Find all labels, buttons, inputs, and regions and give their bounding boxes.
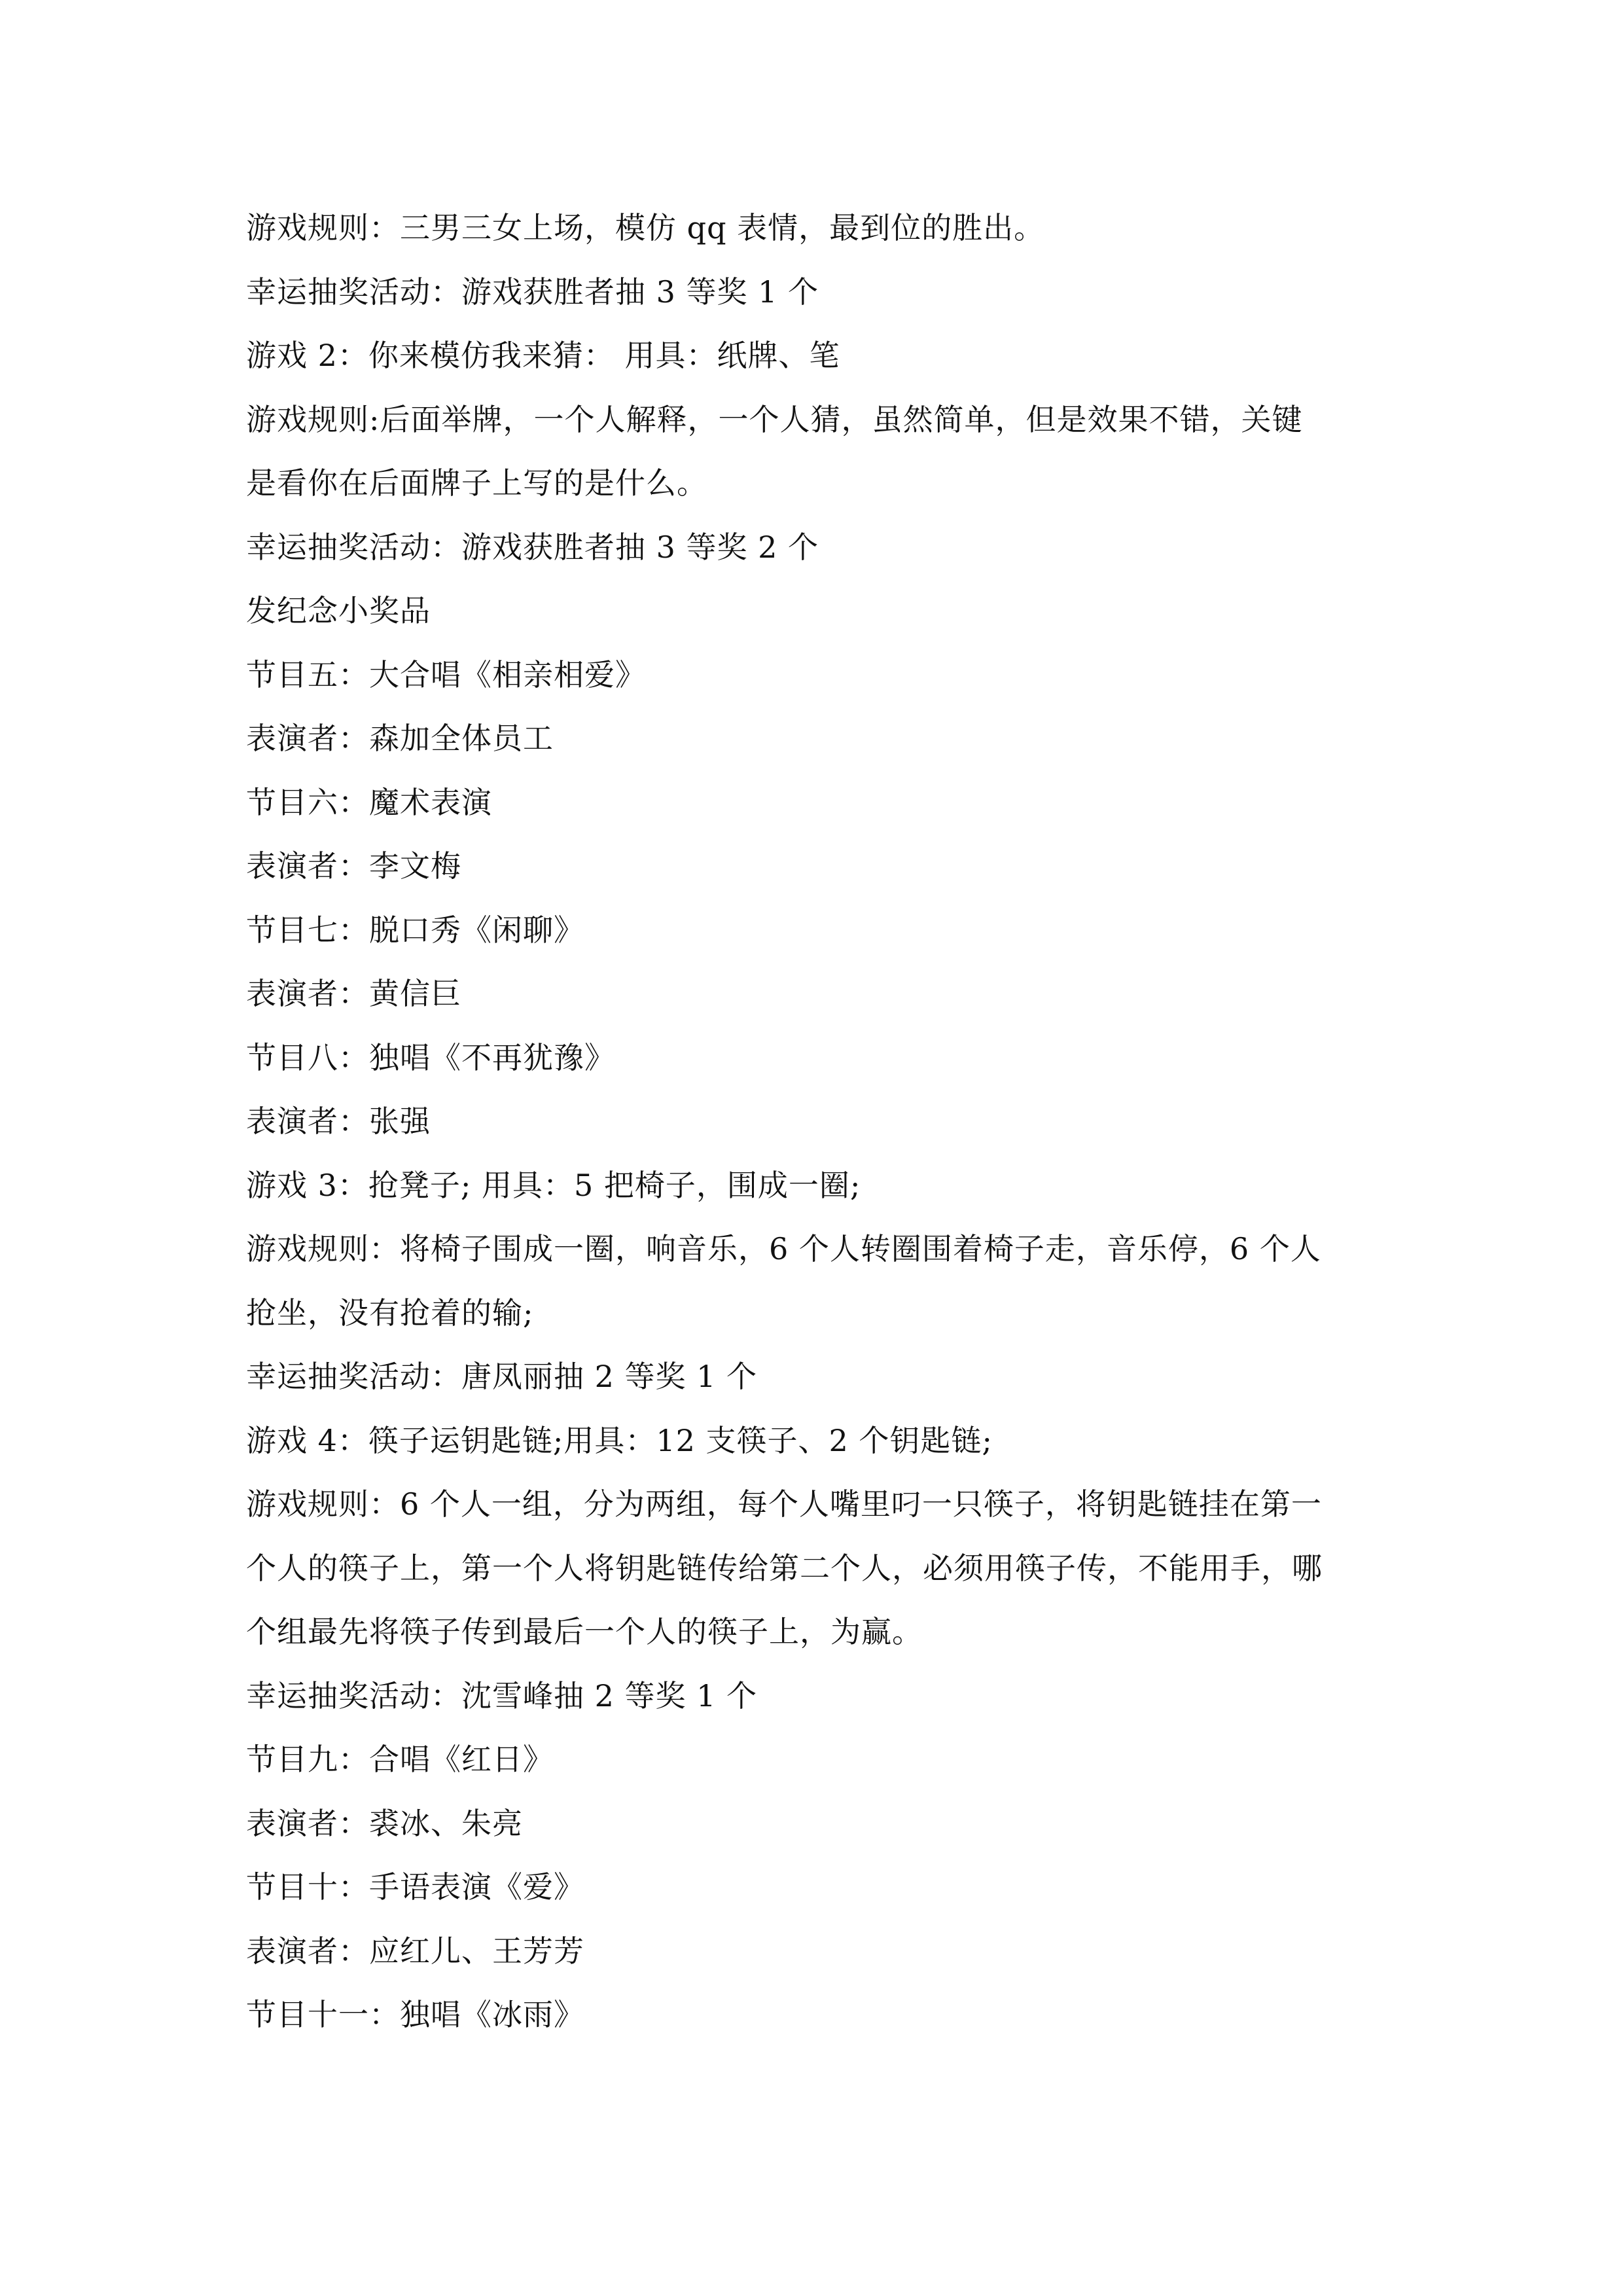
text-line: 表演者：裘冰、朱亮 [246,1805,523,1841]
text-line: 幸运抽奖活动：游戏获胜者抽 3 等奖 2 个 [246,529,819,565]
text-line: 发纪念小奖品 [246,593,431,628]
text-line: 表演者：李文梅 [246,848,461,884]
text-line: 个组最先将筷子传到最后一个人的筷子上，为赢。 [246,1614,923,1649]
text-line: 幸运抽奖活动：沈雪峰抽 2 等奖 1 个 [246,1677,758,1713]
text-line: 节目十一：独唱《冰雨》 [246,1997,584,2032]
text-line: 节目五：大合唱《相亲相爱》 [246,656,646,692]
text-line: 表演者：应红儿、王芳芳 [246,1933,584,1969]
text-line: 游戏 2：你来模仿我来猜： 用具：纸牌、笔 [246,338,840,373]
text-line: 幸运抽奖活动：游戏获胜者抽 3 等奖 1 个 [246,274,819,310]
text-line: 表演者：森加全体员工 [246,721,554,756]
text-line: 是看你在后面牌子上写的是什么。 [246,465,707,501]
text-line: 节目九：合唱《红日》 [246,1742,554,1777]
text-line: 游戏规则：将椅子围成一圈，响音乐，6 个人转圈围着椅子走，音乐停，6 个人 [246,1231,1321,1266]
text-line: 表演者：黄信巨 [246,976,461,1011]
text-line: 游戏规则：6 个人一组，分为两组，每个人嘴里叼一只筷子，将钥匙链挂在第一 [246,1486,1322,1522]
text-line: 游戏 4：筷子运钥匙链;用具：12 支筷子、2 个钥匙链; [246,1422,993,1458]
text-line: 表演者：张强 [246,1103,431,1139]
text-line: 节目八：独唱《不再犹豫》 [246,1039,615,1075]
text-line: 个人的筷子上，第一个人将钥匙链传给第二个人，必须用筷子传，不能用手，哪 [246,1550,1323,1586]
text-line: 游戏规则:后面举牌，一个人解释，一个人猜，虽然简单，但是效果不错，关键 [246,401,1303,437]
body-text [246,196,1385,2047]
text-line: 游戏 3：抢凳子; 用具：5 把椅子，围成一圈; [246,1167,861,1203]
text-line: 游戏规则：三男三女上场，模仿 qq 表情，最到位的胜出。 [246,210,1045,245]
text-line: 幸运抽奖活动：唐凤丽抽 2 等奖 1 个 [246,1359,758,1394]
text-line: 节目六：魔术表演 [246,784,492,820]
text-line: 节目十：手语表演《爱》 [246,1869,584,1905]
text-line: 节目七：脱口秀《闲聊》 [246,912,584,948]
text-line: 抢坐，没有抢着的输; [246,1295,534,1331]
